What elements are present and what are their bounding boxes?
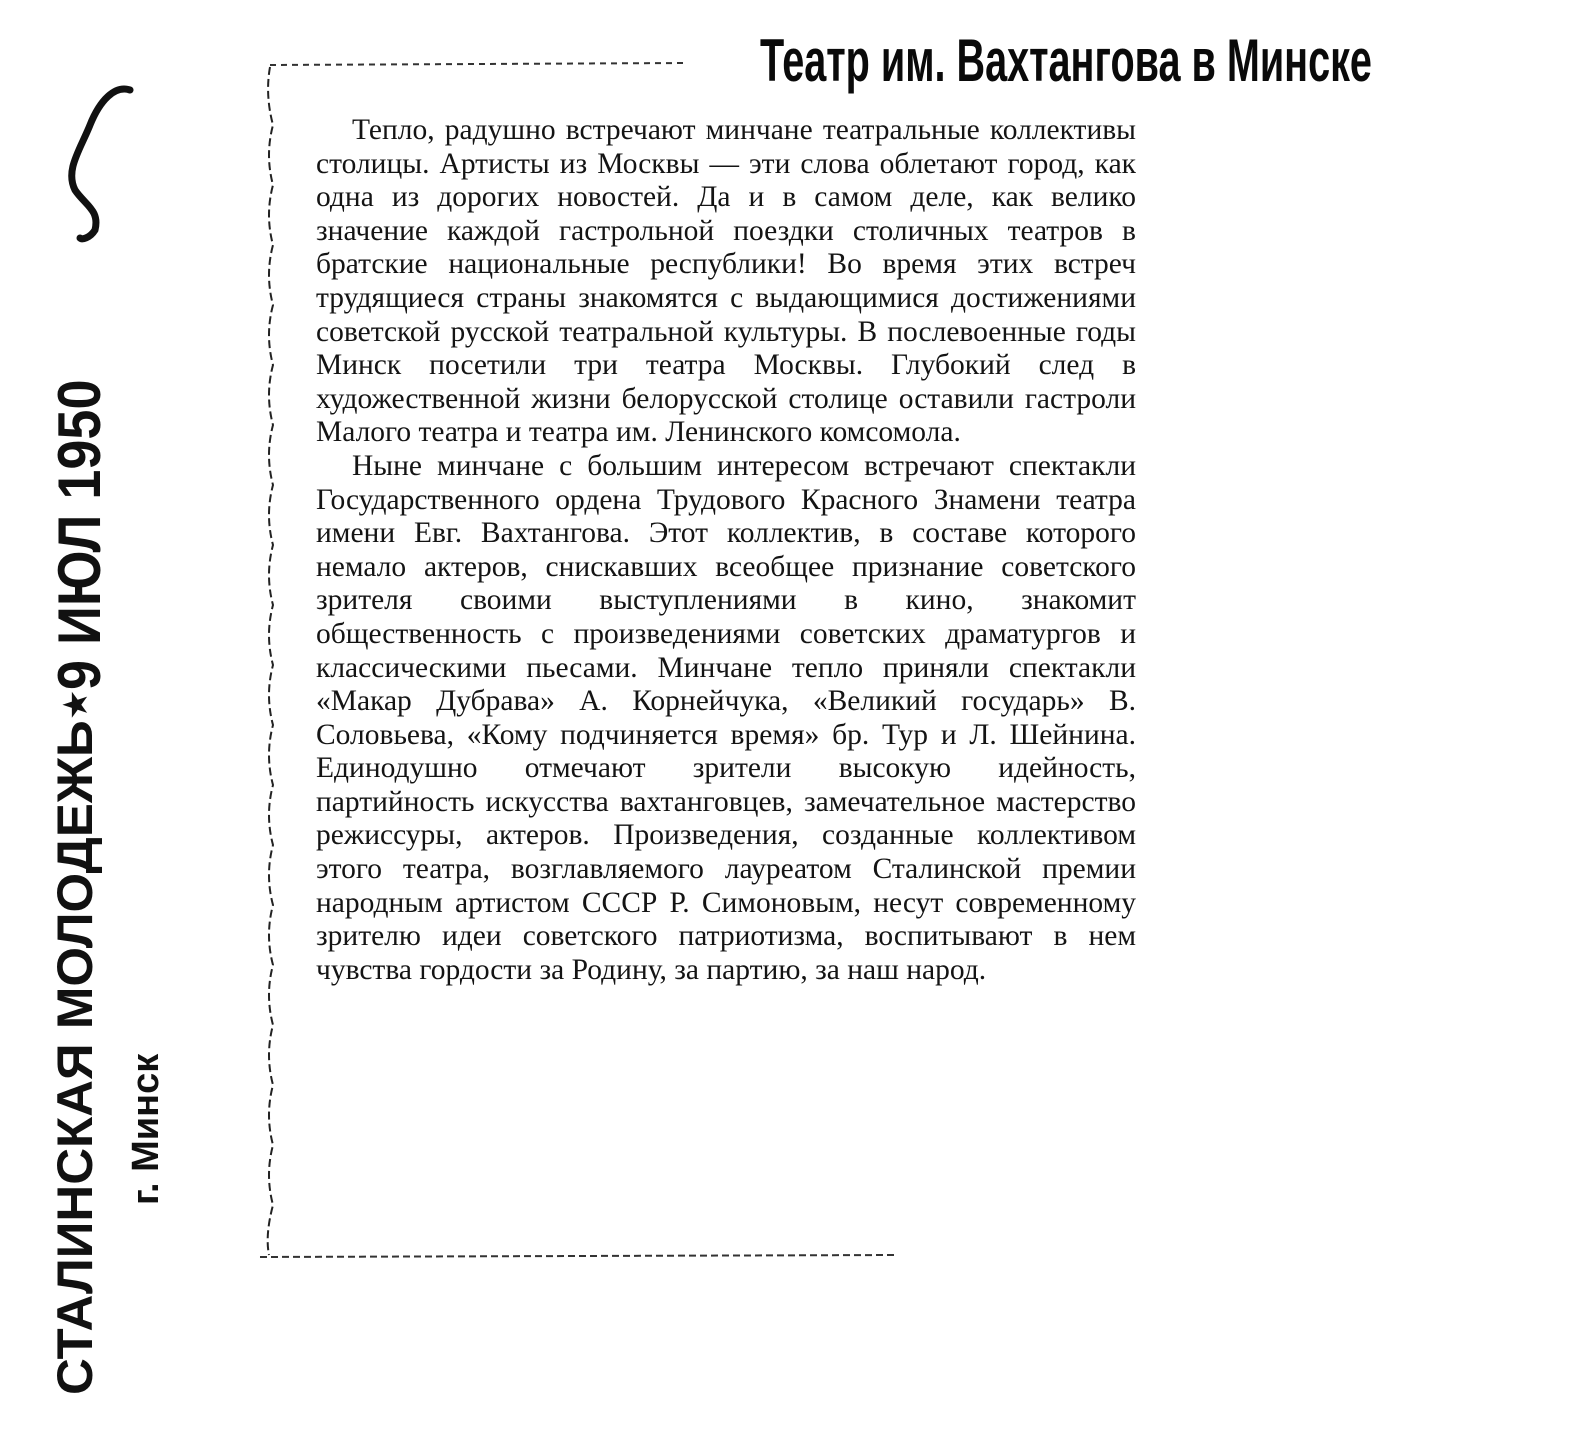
- article-paragraph: Ныне минчане с большим интересом встречают спектакли Государственного ордена Трудового Красного Знамени театра имени Евг. Вахтангова. Этот коллектив, в составе которого немало актеров, снискавших всеобщее признание советского зрителя своими выступлениями в кино, знакомит общественность с произведениями советских драматургов и классическими пьесами. Минчане тепло приняли спектакли «Макар Дубрава» А. Корнейчука, «Великий государь» В. Соловьева, «Кому подчиняется время» бр. Тур и Л. Шейнина. Единодушно отмечают зрители высокую идейность, партийность искусства вахтанговцев, замечательное мастерство режиссуры, актеров. Произведения, созданные коллективом этого театра, возглавляемого лауреатом Сталинской премии народным артистом СССР Р. Симоновым, несут современному зрителю идеи советского патриотизма, воспитывают в нем чувства гордости за Родину, за партию, за наш народ.: [316, 449, 1136, 986]
- date-stamp: 9 ИЮЛ 1950: [46, 379, 113, 690]
- city-stamp: г. Минск: [125, 1053, 167, 1205]
- article-body: [316, 114, 1136, 987]
- article-headline: Театр им. Вахтангова в Минске: [760, 27, 1372, 94]
- article-paragraph: Тепло, радушно встречают минчане театральные коллективы столицы. Артисты из Москвы — эти слова облетают город, как одна из дорогих новостей. Да и в самом деле, как велико значение каждой гастрольной поездки столичных театров в братские национальные республики! Во время этих встреч трудящиеся страны знакомятся с выдающимися достижениями советской русской театральной культуры. В послевоенные годы Минск посетили три театра Москвы. Глубокий след в художественной жизни белорусской столице оставили гастроли Малого театра и театра им. Ленинского комсомола.: [316, 114, 1136, 449]
- star-icon: ★: [56, 689, 96, 720]
- newspaper-name-stamp: СТАЛИНСКАЯ МОЛОДЕЖЬ: [47, 720, 103, 1395]
- pencil-mark-icon: [60, 80, 150, 250]
